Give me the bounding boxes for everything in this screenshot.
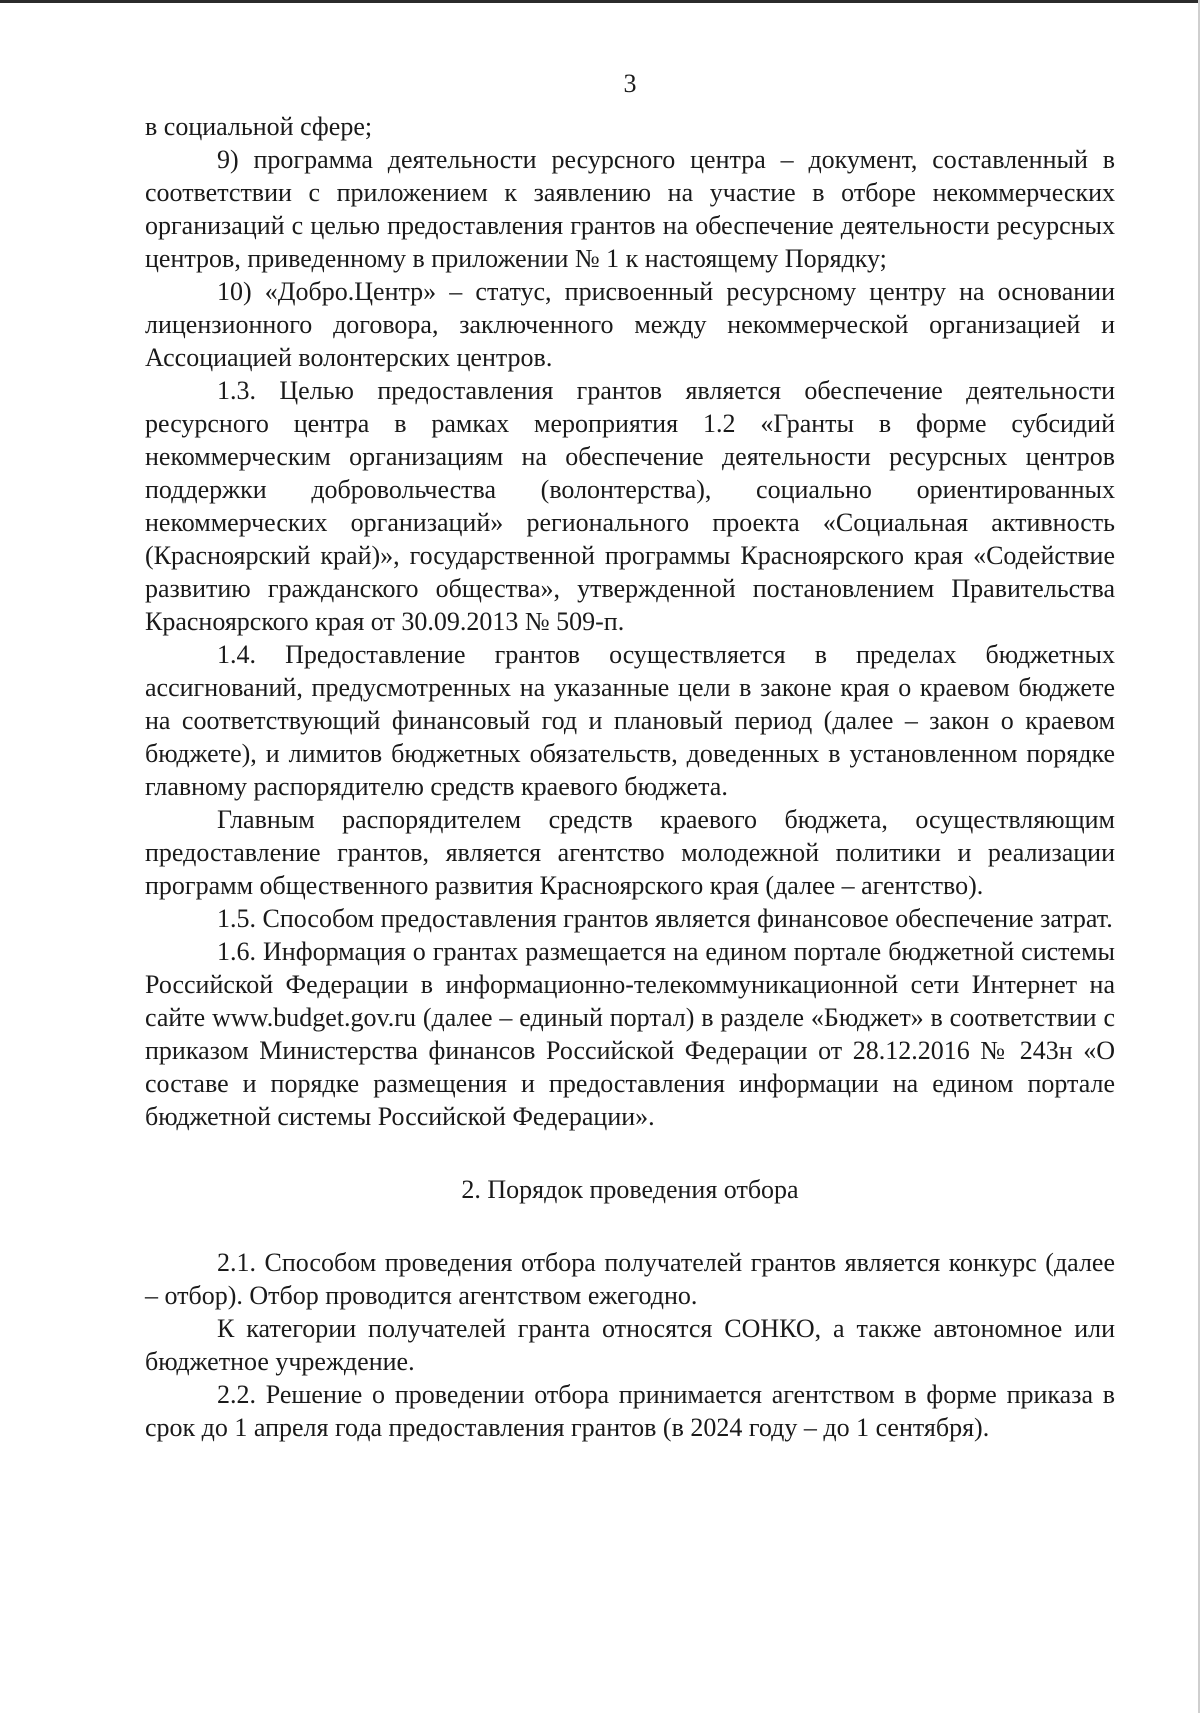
paragraph-item-9: 9) программа деятельности ресурсного центра – документ, составленный в соответствии с приложением к заявлению на участие в отборе некоммерческих организаций с целью предоставления грантов на обеспечение деятельности ресурсных центров, приведенному в приложении № 1 к настоящему Порядку; xyxy=(145,145,1115,273)
page-number: 3 xyxy=(623,69,637,98)
paragraph-2-2: 2.2. Решение о проведении отбора принимается агентством в форме приказа в срок до 1 апреля года предоставления грантов (в 2024 году – до 1 сентября). xyxy=(145,1380,1115,1442)
paragraph-1-6: 1.6. Информация о грантах размещается на едином портале бюджетной системы Российской Федерации в информационно-телекоммуникационной сети Интернет на сайте www.budget.gov.ru (далее – единый портал) в разделе «Бюджет» в соответствии с приказом Министерства финансов Российской Федерации от 28.12.2016 № 243н «О составе и порядке размещения и предоставления информации на едином портале бюджетной системы Российской Федерации». xyxy=(145,937,1115,1131)
paragraph-2-1: 2.1. Способом проведения отбора получателей грантов является конкурс (далее – отбор). Отбор проводится агентством ежегодно. xyxy=(145,1248,1115,1310)
paragraph-item-10: 10) «Добро.Центр» – статус, присвоенный ресурсному центру на основании лицензионного договора, заключенного между некоммерческой организацией и Ассоциацией волонтерских центров. xyxy=(145,277,1115,372)
paragraph-main-administrator: Главным распорядителем средств краевого бюджета, осуществляющим предоставление грантов, является агентство молодежной политики и реализации программ общественного развития Красноярского края (далее – агентство). xyxy=(145,805,1115,900)
scan-top-border xyxy=(0,0,1200,3)
paragraph-1-3: 1.3. Целью предоставления грантов является обеспечение деятельности ресурсного центра в рамках мероприятия 1.2 «Гранты в форме субсидий некоммерческим организациям на обеспечение деятельности ресурсных центров поддержки добровольчества (волонтерства), социально ориентированных некоммерческих организаций» регионального проекта «Социальная активность (Красноярский край)», государственной программы Красноярского края «Содействие развитию гражданского общества», утвержденной постановлением Правительства Красноярского края от 30.09.2013 № 509-п. xyxy=(145,376,1115,636)
paragraph-1-5: 1.5. Способом предоставления грантов является финансовое обеспечение затрат. xyxy=(217,904,1113,933)
section-title: 2. Порядок проведения отбора xyxy=(461,1175,799,1204)
document-body xyxy=(145,110,1115,1444)
paragraph-recipient-categories: К категории получателей гранта относятся СОНКО, а также автономное или бюджетное учреждение. xyxy=(145,1314,1115,1376)
paragraph-continuation: в социальной сфере; xyxy=(145,112,373,141)
paragraph-1-4: 1.4. Предоставление грантов осуществляется в пределах бюджетных ассигнований, предусмотренных на указанные цели в законе края о краевом бюджете на соответствующий финансовый год и плановый период (далее – закон о краевом бюджете), и лимитов бюджетных обязательств, доведенных в установленном порядке главному распорядителю средств краевого бюджета. xyxy=(145,640,1115,801)
